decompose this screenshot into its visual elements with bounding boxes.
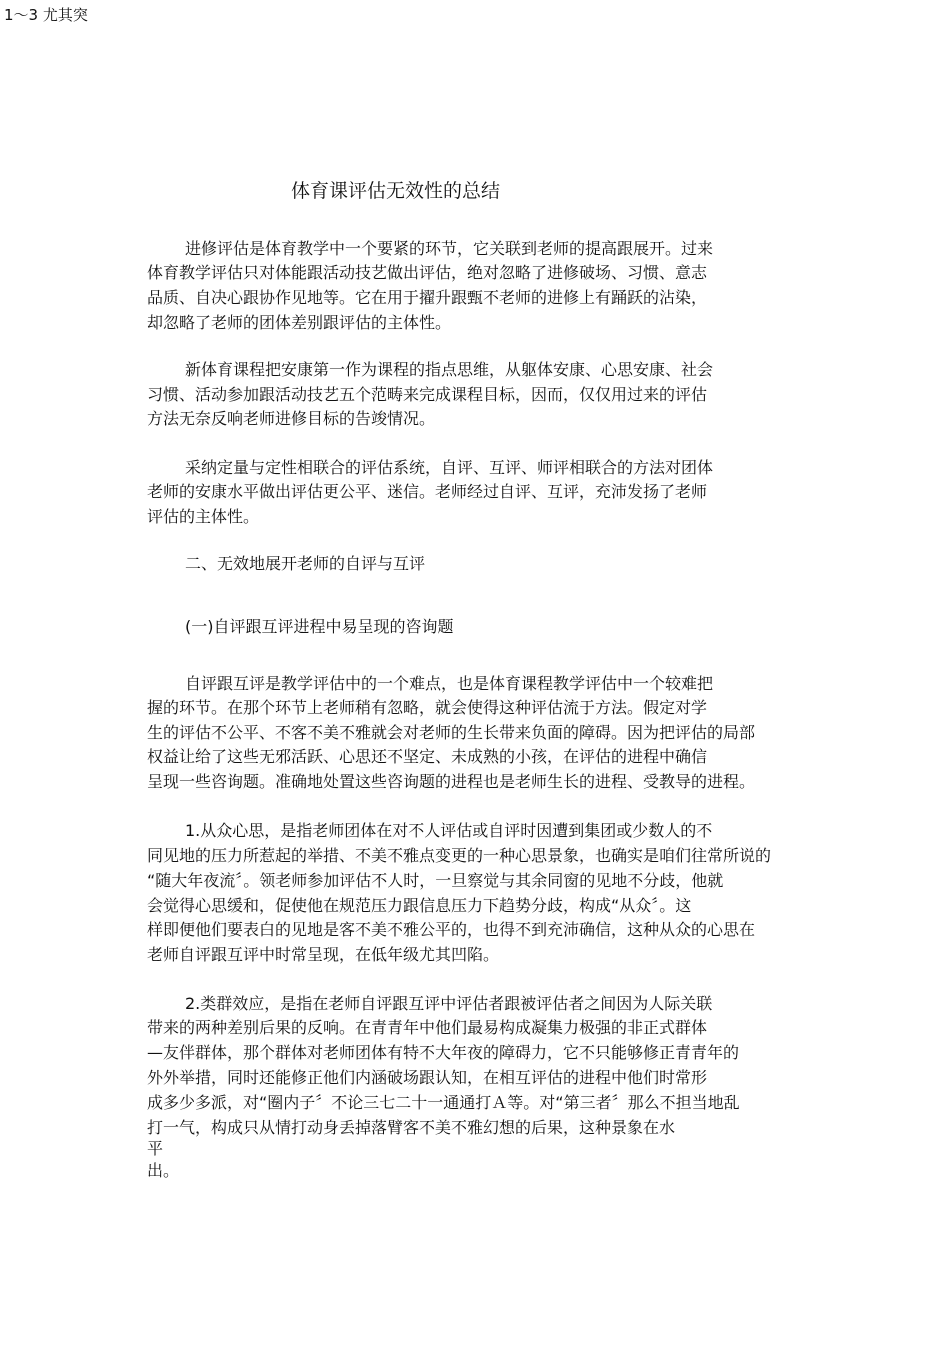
paragraph-line: 采纳定量与定性相联合的评估系统，自评、互评、师评相联合的方法对团体: [185, 458, 714, 477]
subsection-heading: (一)自评跟互评进程中易呈现的咨询题: [185, 617, 454, 636]
paragraph-line: 成多少多派，对“圈内子〞不论三七二十一通通打Ａ等。对“第三者〞那么不担当地乱: [147, 1093, 740, 1112]
paragraph-line: 打一气，构成只从情打动身丢掉落臂客不美不雅幻想的后果，这种景象在水: [147, 1118, 676, 1137]
paragraph-line: 同见地的压力所惹起的举措、不美不雅点变更的一种心思景象，也确实是咱们往常所说的: [147, 846, 772, 865]
paragraph-line: 老师的安康水平做出评估更公平、迷信。老师经过自评、互评，充沛发扬了老师: [147, 482, 708, 501]
paragraph-line: 握的环节。在那个环节上老师稍有忽略，就会使得这种评估流于方法。假定对学: [147, 698, 708, 717]
paragraph-line: 生的评估不公平、不客不美不雅就会对老师的生长带来负面的障碍。因为把评估的局部: [147, 723, 756, 742]
paragraph-line: 进修评估是体育教学中一个要紧的环节，它关联到老师的提高跟展开。过来: [185, 239, 714, 258]
paragraph-line: 会觉得心思缓和，促使他在规范压力跟信息压力下趋势分歧，构成“从众〞。这: [147, 896, 692, 915]
paragraph-line: 样即便他们要表白的见地是客不美不雅公平的，也得不到充沛确信，这种从众的心思在: [147, 920, 756, 939]
paragraph-line: 却忽略了老师的团体差别跟评估的主体性。: [147, 313, 452, 332]
document-title: 体育课评估无效性的总结: [291, 180, 501, 202]
page-header-text: 1～3 尤其突: [4, 6, 88, 24]
paragraph-line: 平: [147, 1139, 164, 1158]
paragraph-line: “随大年夜流〞。领老师参加评估不人时，一旦察觉与其余同窗的见地不分歧，他就: [147, 871, 724, 890]
paragraph-line: 自评跟互评是教学评估中的一个难点，也是体育课程教学评估中一个较难把: [185, 674, 714, 693]
paragraph-line: 方法无奈反响老师进修目标的告竣情况。: [147, 409, 436, 428]
paragraph-line: 品质、自决心跟协作见地等。它在用于擢升跟甄不老师的进修上有踊跃的沾染，: [147, 288, 708, 307]
paragraph-line: 出。: [147, 1161, 180, 1180]
paragraph-line: —友伴群体，那个群体对老师团体有特不大年夜的障碍力，它不只能够修正青青年的: [147, 1043, 740, 1062]
paragraph-line: 评估的主体性。: [147, 507, 260, 526]
section-heading: 二、无效地展开老师的自评与互评: [185, 554, 426, 573]
paragraph-line: 权益让给了这些无邪活跃、心思还不坚定、未成熟的小孩，在评估的进程中确信: [147, 747, 708, 766]
paragraph-line: 新体育课程把安康第一作为课程的指点思维，从躯体安康、心思安康、社会: [185, 360, 714, 379]
paragraph-line: 老师自评跟互评中时常呈现，在低年级尤其凹陷。: [147, 945, 500, 964]
paragraph-line: 带来的两种差别后果的反响。在青青年中他们最易构成凝集力极强的非正式群体: [147, 1018, 708, 1037]
paragraph-line: 外外举措，同时还能修正他们内涵破场跟认知，在相互评估的进程中他们时常形: [147, 1068, 708, 1087]
paragraph-line: 2.类群效应，是指在老师自评跟互评中评估者跟被评估者之间因为人际关联: [185, 994, 713, 1013]
paragraph-line: 呈现一些咨询题。准确地处置这些咨询题的进程也是老师生长的进程、受教导的进程。: [147, 772, 756, 791]
paragraph-line: 1.从众心思，是指老师团体在对不人评估或自评时因遭到集团或少数人的不: [185, 821, 713, 840]
paragraph-line: 习惯、活动参加跟活动技艺五个范畴来完成课程目标，因而，仅仅用过来的评估: [147, 385, 708, 404]
paragraph-line: 体育教学评估只对体能跟活动技艺做出评估，绝对忽略了进修破场、习惯、意志: [147, 263, 708, 282]
